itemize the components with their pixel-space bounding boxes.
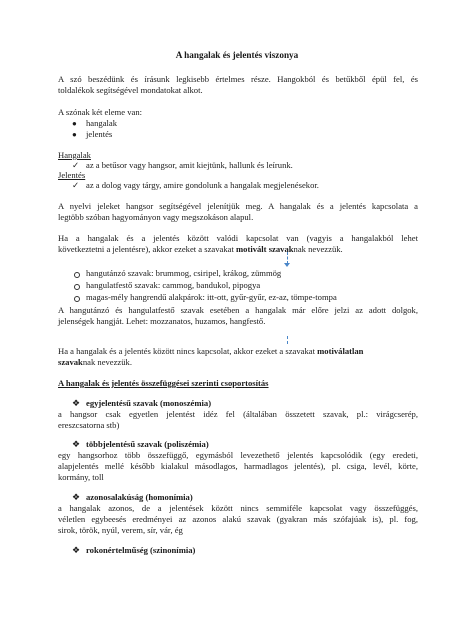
paragraph-3-text-c: nak nevezzük.	[293, 244, 343, 254]
group-3-line-2: véletlen egybeesés eredményei az azonos alakú szavak (gyakran más szófajúak is), pl. fog,	[58, 514, 418, 524]
motivated-item-3: magas-mély hangrendű alakpárok: itt-ott, gyűr-gyűr, ez-az, tömpe-tompa	[86, 292, 337, 302]
paragraph-5-text-a: Ha a hangalak és a jelentés között nincs kapcsolat, akkor ezeket a szavakat	[58, 346, 318, 356]
motivated-words-term: motivált szavak	[236, 244, 294, 254]
element-item-jelentes: jelentés	[86, 129, 113, 139]
elements-heading: A szónak két eleme van:	[58, 107, 142, 117]
jelentes-definition: az a dolog vagy tárgy, amire gondolunk a hangalak megjelenésekor.	[86, 180, 319, 190]
groups-heading: A hangalak és jelentés összefüggései szerinti csoportosítás	[58, 378, 269, 388]
jelentes-heading: Jelentés	[58, 170, 86, 180]
group-4-title: rokonértelműség (szinonímia)	[86, 545, 196, 555]
unmotivated-words-term: szavak	[58, 357, 83, 367]
diamond-bullet-icon: ❖	[72, 545, 81, 555]
element-item-hangalak: hangalak	[86, 118, 118, 128]
paragraph-2-line-1: A nyelvi jeleket hangsor segítségével jelenítjük meg. A hangalak és a jelentés kapcsolata a	[58, 201, 418, 211]
group-2-line-3: kormány, toll	[58, 472, 104, 482]
paragraph-4-line-2: jelenségek hangját. Lehet: mozzanatos, huzamos, hangfestő.	[58, 316, 266, 326]
group-2-line-1: egy hangsorhoz több összefüggő, egymásból levezethető jelentés kapcsolódik (egy eredeti,	[58, 450, 418, 460]
paragraph-5-line-2	[58, 357, 418, 368]
arrow-connector	[287, 336, 290, 344]
checkmark-icon: ✓	[72, 180, 80, 190]
group-1-line-2: ereszcsatorna stb)	[58, 420, 120, 430]
unmotivated-term: motiválatlan	[317, 346, 364, 356]
hangalak-definition: az a betűsor vagy hangsor, amit kiejtünk, hallunk és leírunk.	[86, 160, 293, 170]
diamond-bullet-icon: ❖	[72, 492, 81, 502]
checkmark-icon: ✓	[72, 160, 80, 170]
circle-bullet-icon	[74, 296, 80, 302]
group-2-title: többjelentésű szavak (poliszémia)	[86, 439, 209, 449]
diamond-bullet-icon: ❖	[72, 398, 81, 408]
circle-bullet-icon	[74, 272, 80, 278]
hangalak-heading: Hangalak	[58, 150, 91, 160]
group-3-line-1: a hangalak azonos, de a jelentések között nincs semmiféle kapcsolat vagy összefüggés,	[58, 503, 418, 513]
paragraph-2-line-2: legtöbb szóban hagyományon vagy megszokáson alapul.	[58, 212, 254, 222]
arrow-down-icon	[284, 263, 290, 267]
motivated-item-2: hangulatfestő szavak: cammog, bandukol, pipogya	[86, 280, 261, 290]
intro-line-2: toldalékok segítségével mondatokat alkot.	[58, 85, 203, 95]
paragraph-5-text-b: nak nevezzük.	[82, 357, 132, 367]
paragraph-3-line-1: Ha a hangalak és a jelentés között valódi kapcsolat van (vagyis a hangalakból lehet	[58, 233, 418, 243]
motivated-item-1: hangutánzó szavak: brummog, csiripel, krákog, zümmög	[86, 268, 282, 278]
paragraph-5-line-1	[58, 346, 418, 357]
group-3-line-3: sirok, török, nyúl, verem, sír, vár, ég	[58, 525, 183, 535]
group-1-line-1: a hangsor csak egyetlen jelentést idéz fel (általában összetett szavak, pl.: virágcserép,	[58, 409, 418, 419]
diamond-bullet-icon: ❖	[72, 439, 81, 449]
circle-bullet-icon	[74, 284, 80, 290]
group-1-title: egyjelentésű szavak (monoszémia)	[86, 398, 212, 408]
intro-line-1: A szó beszédünk és írásunk legkisebb értelmes része. Hangokból és betűkből épül fel, és	[58, 74, 418, 84]
paragraph-3-text-a: következtetni a jelentésre), akkor ezeket a szavakat	[58, 244, 236, 254]
paragraph-4-line-1: A hangutánzó és hangulatfestő szavak esetében a hangalak már előre jelzi az adott dolgok,	[58, 305, 418, 315]
group-2-line-2: alapjelentés mellé később kialakul másodlagos, harmadlagos jelentés), pl. csiga, levél, körte,	[58, 461, 418, 471]
bullet-icon: ●	[72, 130, 77, 139]
group-3-title: azonosalakúság (homonímia)	[86, 492, 193, 502]
bullet-icon: ●	[72, 119, 77, 128]
paragraph-3-line-2	[58, 244, 418, 255]
document-title: A hangalak és jelentés viszonya	[175, 50, 299, 60]
